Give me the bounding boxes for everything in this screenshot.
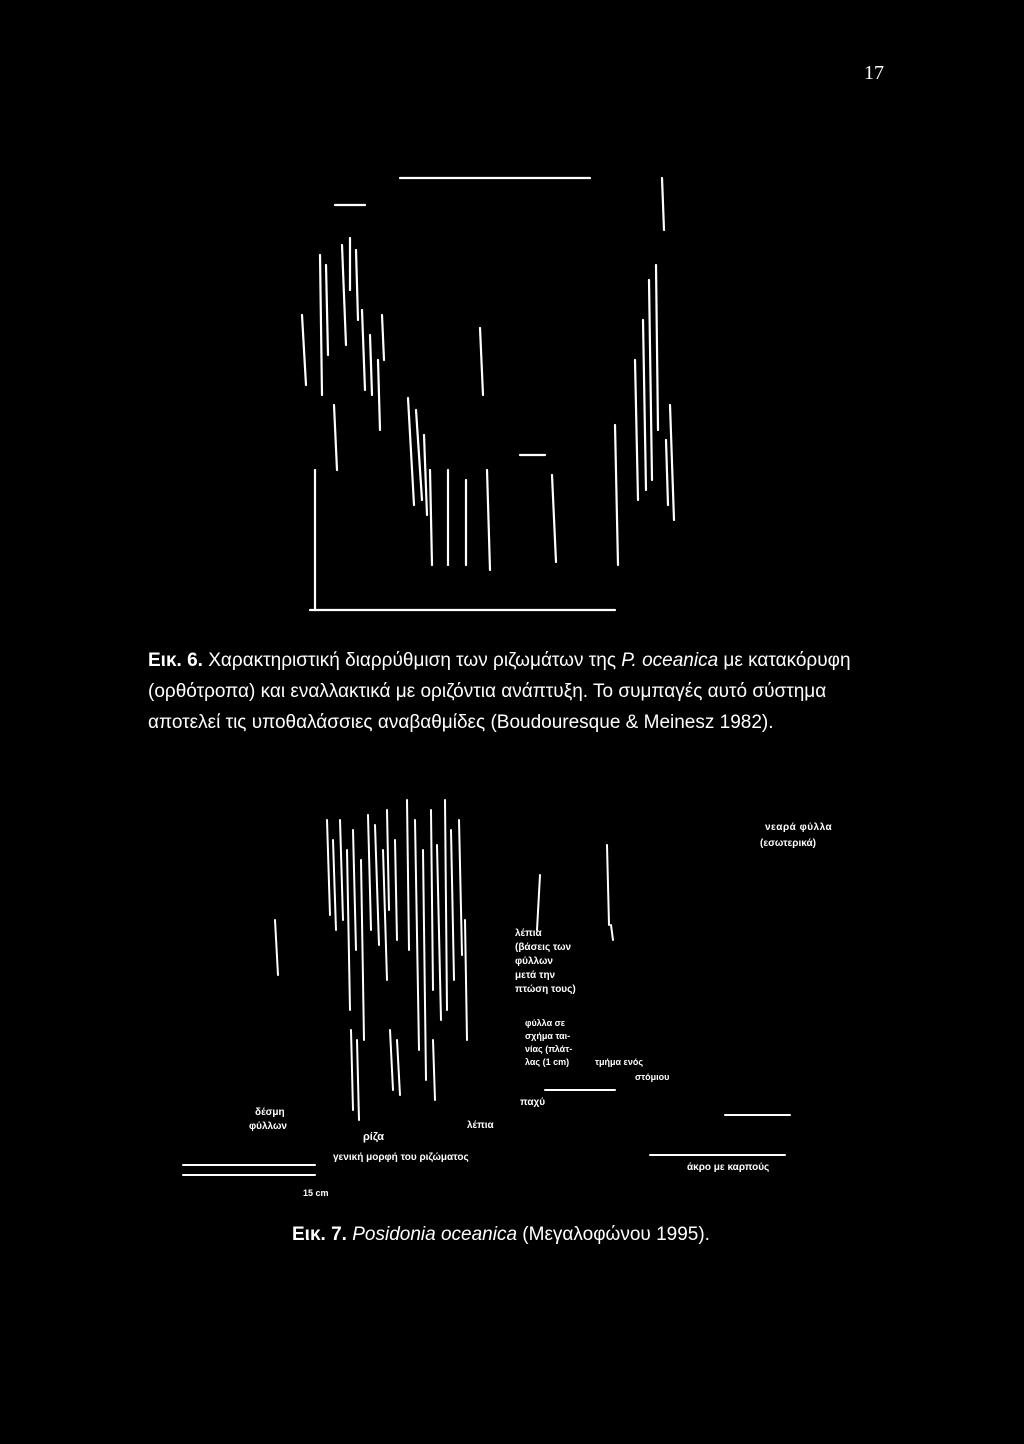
scales-label-1: λέπια bbox=[515, 928, 542, 939]
young-leaves-label-2: (εσωτερικά) bbox=[760, 838, 816, 849]
scales-label-2: (βάσεις των bbox=[515, 942, 572, 953]
scales-label-3: φύλλων bbox=[515, 956, 553, 967]
figure6-caption bbox=[148, 645, 888, 738]
rhizome-arrangement-figure bbox=[290, 170, 690, 620]
figure7-caption-species: Posidonia oceanica bbox=[352, 1224, 518, 1245]
thick-label: παχύ bbox=[520, 1097, 546, 1108]
scales2-label: λέπια bbox=[467, 1120, 494, 1131]
scales-label-5: πτώση τους) bbox=[515, 984, 576, 995]
figure6-caption-part2: με κατακόρυφη (ορθότροπα) και εναλλακτικά με οριζόντια ανάπτυξη. Το συμπαγές αυτό σύστημα αποτελεί τις υποθαλάσσιες αναβαθμίδες (Boudouresque & Meinesz 1982). bbox=[148, 650, 851, 733]
leaf-bundle-label-1: δέσμη bbox=[255, 1107, 285, 1118]
tip-with-fruit-label: άκρο με καρπούς bbox=[687, 1162, 770, 1173]
figure6-label: Εικ. 6. bbox=[148, 650, 203, 671]
figure7-label: Εικ. 7. bbox=[292, 1224, 347, 1245]
figure6-caption-part1: Χαρακτηριστική διαρρύθμιση των ριζωμάτων της bbox=[202, 650, 622, 671]
leaves-label-2: σχήμα ται- bbox=[525, 1031, 571, 1041]
figure7-caption bbox=[292, 1224, 710, 1246]
cross-section-label-2: στόμιου bbox=[635, 1072, 670, 1082]
roots-label: ρίζα bbox=[363, 1131, 385, 1143]
figure7-caption-rest: (Μεγαλοφώνου 1995). bbox=[517, 1224, 710, 1245]
posidonia-drawing bbox=[175, 790, 845, 1210]
cross-section-label-1: τμήμα ενός bbox=[595, 1057, 644, 1067]
leaf-bundle-label-2: φύλλων bbox=[249, 1121, 287, 1132]
figure6-caption-species: P. oceanica bbox=[621, 650, 719, 671]
page-number: 17 bbox=[864, 62, 884, 84]
scale-bar-label: 15 cm bbox=[303, 1188, 329, 1198]
leaves-label-3: νίας (πλάτ- bbox=[525, 1044, 573, 1054]
rhizome-form-label: γενική μορφή του ριζώματος bbox=[333, 1152, 469, 1163]
leaves-label-1: φύλλα σε bbox=[525, 1018, 566, 1028]
leaves-label-4: λας (1 cm) bbox=[525, 1057, 570, 1067]
scales-label-4: μετά την bbox=[515, 970, 556, 981]
young-leaves-label-1: νεαρά φύλλα bbox=[765, 822, 833, 833]
